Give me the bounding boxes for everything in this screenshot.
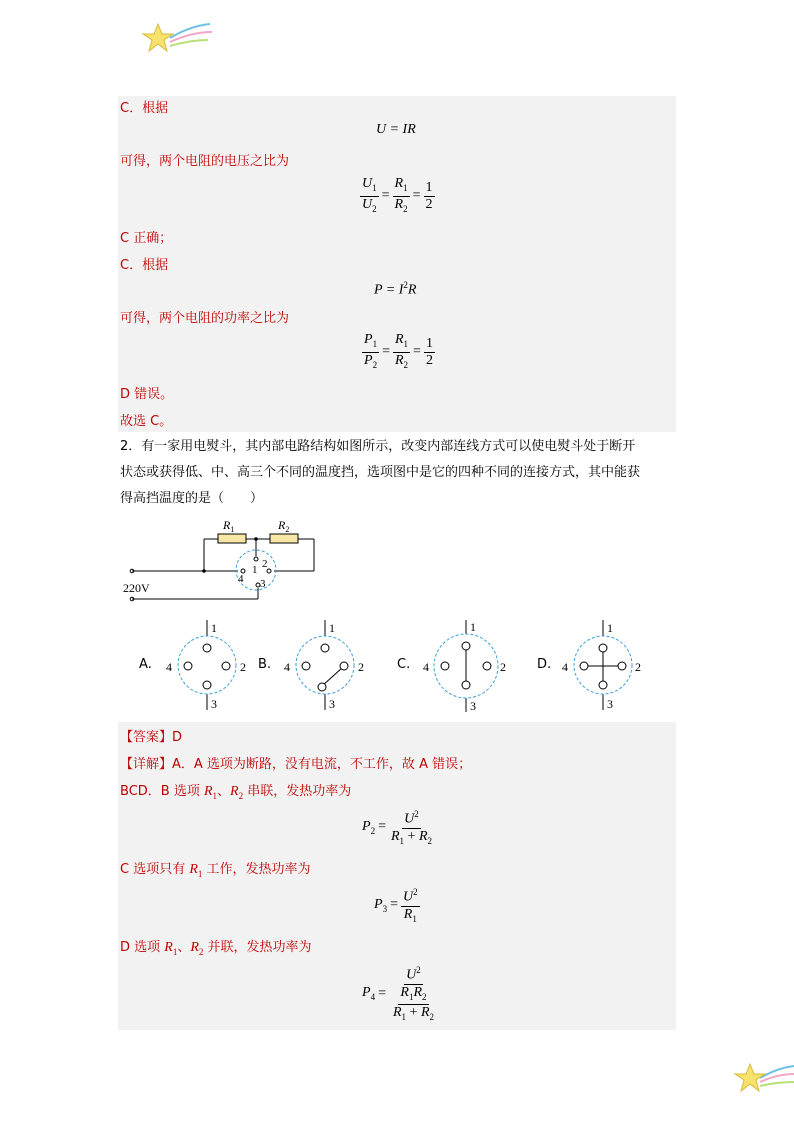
result-voltage-ratio: 可得，两个电阻的电压之比为 xyxy=(120,154,290,169)
equation-ohm: U = IR xyxy=(376,122,416,137)
svg-text:4: 4 xyxy=(562,660,568,674)
option-b-label[interactable]: B. xyxy=(258,657,272,672)
option-d-diagram[interactable] xyxy=(556,618,648,712)
power-ratio-equation: $\frac{P_1}{P_2}$ = $\frac{R_1}{R_2}$ = $\frac{1}{2}$ xyxy=(364,332,433,370)
answer-tag: 【答案】D xyxy=(120,730,183,745)
svg-text:3: 3 xyxy=(470,699,476,713)
svg-text:1: 1 xyxy=(211,621,217,635)
svg-text:2: 2 xyxy=(240,660,246,674)
svg-text:1: 1 xyxy=(470,620,476,634)
detail-d: D 选项 $R_1$、$R_2$ 并联，发热功率为 xyxy=(120,940,312,957)
question-line-1: 2．有一家用电熨斗，其内部电路结构如图所示，改变内部连线方式可以使电熨斗处于断开 xyxy=(120,439,636,454)
svg-text:3: 3 xyxy=(329,697,335,711)
terminal-2: 2 xyxy=(262,558,268,570)
detail-c: C 选项只有 $R_1$ 工作，发热功率为 xyxy=(120,862,311,879)
svg-text:4: 4 xyxy=(423,660,429,674)
c-label-2: C．根据 xyxy=(120,258,169,273)
svg-text:2: 2 xyxy=(358,660,364,674)
option-b-diagram[interactable] xyxy=(278,618,368,712)
p3-equation: $P_3$ = $\frac{U^2}{R_1}$ xyxy=(374,884,420,926)
question-2 xyxy=(120,434,680,512)
d-wrong: D 错误。 xyxy=(120,387,174,402)
svg-text:1: 1 xyxy=(607,621,613,635)
voltage-label: 220V xyxy=(123,581,150,595)
voltage-ratio-equation: $\frac{U_1}{U_2}$ = $\frac{R_1}{R_2}$ = $\frac{1}{2}$ xyxy=(362,176,433,214)
svg-text:3: 3 xyxy=(211,697,217,711)
shooting-star-icon xyxy=(732,1058,794,1098)
detail-a: 【详解】A．A 选项为断路，没有电流，不工作，故 A 错误； xyxy=(120,757,472,772)
question-line-2: 状态或获得低、中、高三个不同的温度挡，选项图中是它的四种不同的连接方式，其中能获 xyxy=(120,465,641,480)
terminal-1: 1 xyxy=(252,564,258,576)
svg-text:2: 2 xyxy=(500,660,506,674)
option-d-label[interactable]: D. xyxy=(537,657,552,672)
svg-text:3: 3 xyxy=(607,697,613,711)
result-power-ratio: 可得，两个电阻的功率之比为 xyxy=(120,311,290,326)
c-correct: C 正确； xyxy=(120,231,173,246)
option-a-label[interactable]: A. xyxy=(139,657,152,672)
option-c-label[interactable]: C. xyxy=(397,657,411,672)
option-a-diagram[interactable] xyxy=(160,618,250,712)
prev-answer-block xyxy=(118,96,676,432)
shooting-star-icon xyxy=(140,18,215,60)
p2-equation: $P_2$ = $\frac{U^2}{R_1 + R_2}$ xyxy=(362,806,434,848)
svg-text:4: 4 xyxy=(166,660,172,674)
c-label: C．根据 xyxy=(120,101,169,116)
equation-power: $P = I^2R$ xyxy=(374,280,417,298)
option-c-diagram[interactable] xyxy=(418,618,514,716)
choose-c: 故选 C。 xyxy=(120,414,173,429)
p4-equation: $P_4$ = $\frac{U^2}{\frac{R_1R_2}{R_1 + R_2}}$ xyxy=(362,962,438,1025)
svg-text:4: 4 xyxy=(284,660,290,674)
question-line-3: 得高挡温度的是（ ） xyxy=(120,491,264,506)
detail-bcd: BCD．B 选项 $R_1$、$R_2$ 串联，发热功率为 xyxy=(120,784,352,801)
svg-text:1: 1 xyxy=(329,621,335,635)
svg-text:2: 2 xyxy=(635,660,641,674)
r1-label: $R_1$ xyxy=(223,518,235,534)
terminal-4: 4 xyxy=(238,573,244,585)
circuit-diagram xyxy=(118,512,328,612)
terminal-3: 3 xyxy=(260,578,266,590)
r2-label: $R_2$ xyxy=(278,518,290,534)
